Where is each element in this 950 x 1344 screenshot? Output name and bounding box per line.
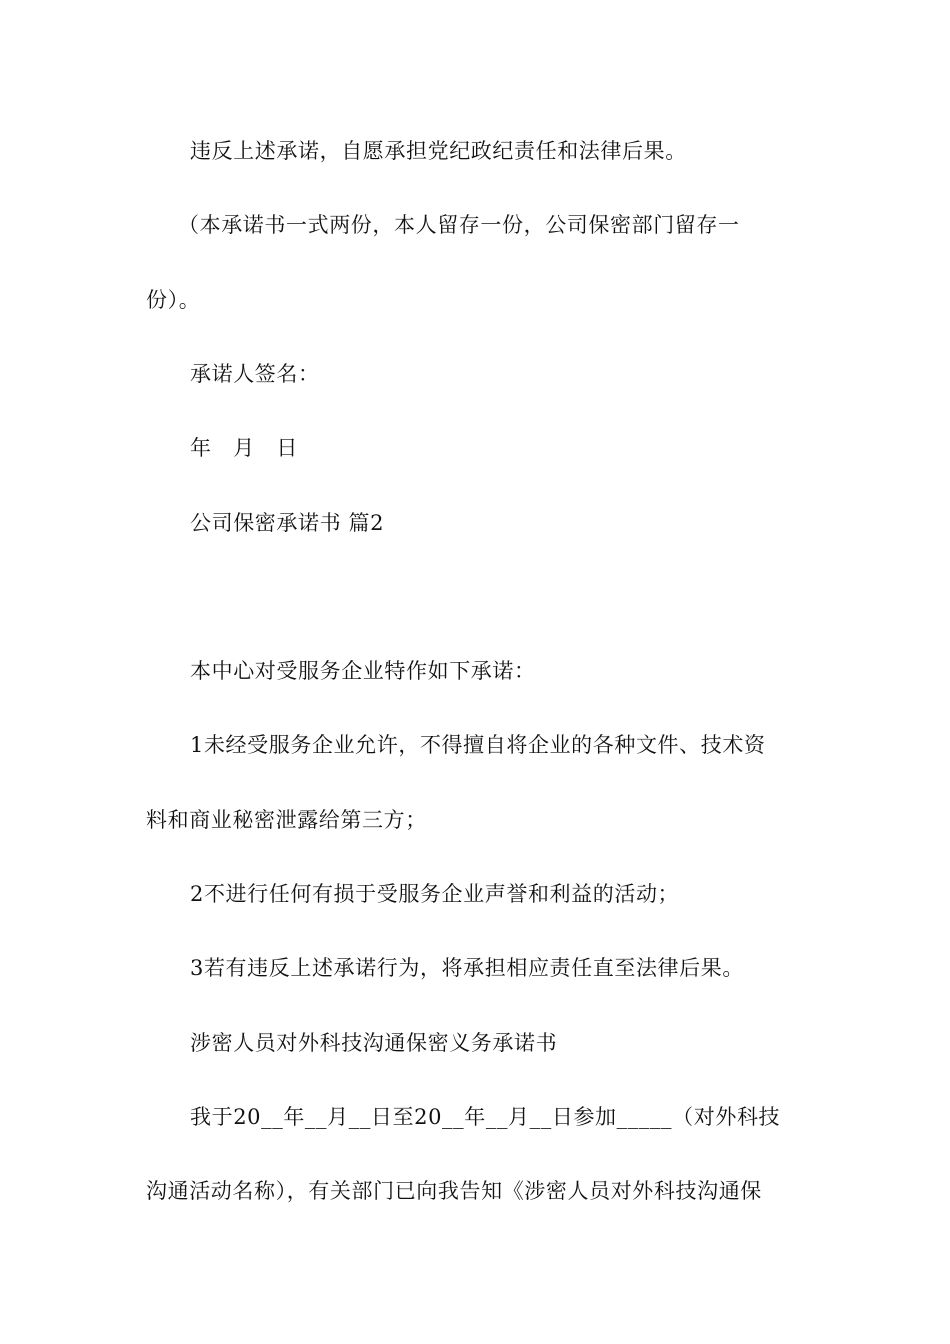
section-heading-confidentiality: 涉密人员对外科技沟通保密义务承诺书 bbox=[190, 1031, 558, 1055]
paragraph-participation: 我于20__年__月__日至20__年__月__日参加_____（对外科技 bbox=[190, 1105, 781, 1129]
paragraph-copies-note-cont: 份）。 bbox=[146, 288, 201, 312]
paragraph-participation-cont: 沟通活动名称），有关部门已向我告知《涉密人员对外科技沟通保 bbox=[146, 1179, 762, 1203]
list-item-3: 3若有违反上述承诺行为，将承担相应责任直至法律后果。 bbox=[190, 956, 744, 980]
list-item-1: 1未经受服务企业允许，不得擅自将企业的各种文件、技术资 bbox=[190, 733, 766, 757]
paragraph-violation-liability: 违反上述承诺，自愿承担党纪政纪责任和法律后果。 bbox=[190, 139, 687, 163]
date-line: 年 月 日 bbox=[190, 436, 298, 460]
signature-label: 承诺人签名： bbox=[190, 362, 320, 386]
paragraph-copies-note: （本承诺书一式两份，本人留存一份，公司保密部门留存一 bbox=[178, 213, 740, 237]
section-heading-part2: 公司保密承诺书 篇2 bbox=[190, 511, 385, 535]
list-item-1-cont: 料和商业秘密泄露给第三方； bbox=[146, 808, 427, 832]
paragraph-center-commitment: 本中心对受服务企业特作如下承诺： bbox=[190, 659, 536, 683]
list-item-2: 2不进行任何有损于受服务企业声誉和利益的活动； bbox=[190, 882, 680, 906]
